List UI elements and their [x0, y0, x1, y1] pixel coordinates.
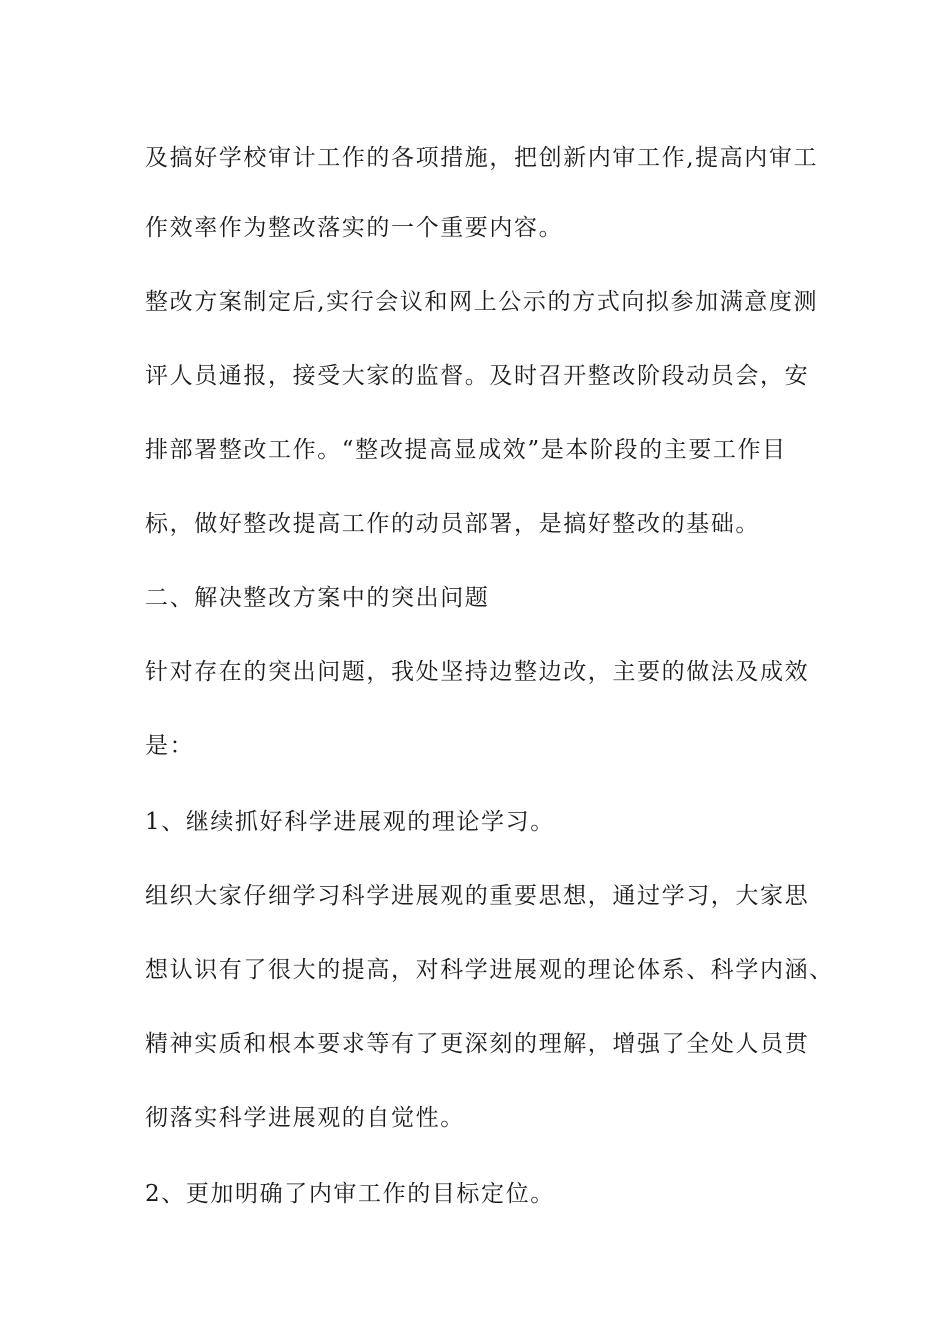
text-line: 精神实质和根本要求等有了更深刻的理解，增强了全处人员贯	[145, 1031, 810, 1057]
text-line: 整改方案制定后,实行会议和网上公示的方式向拟参加满意度测	[145, 289, 819, 315]
text-line: 彻落实科学进展观的自觉性。	[145, 1105, 465, 1131]
text-line: 针对存在的突出问题，我处坚持边整边改，主要的做法及成效	[145, 659, 810, 685]
text-line: 组织大家仔细学习科学进展观的重要思想，通过学习，大家思	[145, 883, 810, 909]
text-line: 评人员通报，接受大家的监督。及时召开整改阶段动员会，安	[145, 363, 810, 389]
subsection-heading: 2、更加明确了内审工作的目标定位。	[145, 1181, 555, 1207]
text-line: 标，做好整改提高工作的动员部署，是搞好整改的基础。	[145, 511, 760, 537]
text-line: 想认识有了很大的提高，对科学进展观的理论体系、科学内涵、	[145, 957, 834, 983]
text-line: 排部署整改工作。“整改提高显成效”是本阶段的主要工作目	[145, 437, 787, 463]
text-line: 作效率作为整改落实的一个重要内容。	[145, 215, 564, 241]
subsection-heading: 1、继续抓好科学进展观的理论学习。	[145, 809, 555, 835]
text-line: 及搞好学校审计工作的各项措施，把创新内审工作,提高内审工	[145, 145, 819, 171]
section-heading: 二、解决整改方案中的突出问题	[145, 585, 490, 611]
text-line: 是：	[145, 733, 195, 759]
